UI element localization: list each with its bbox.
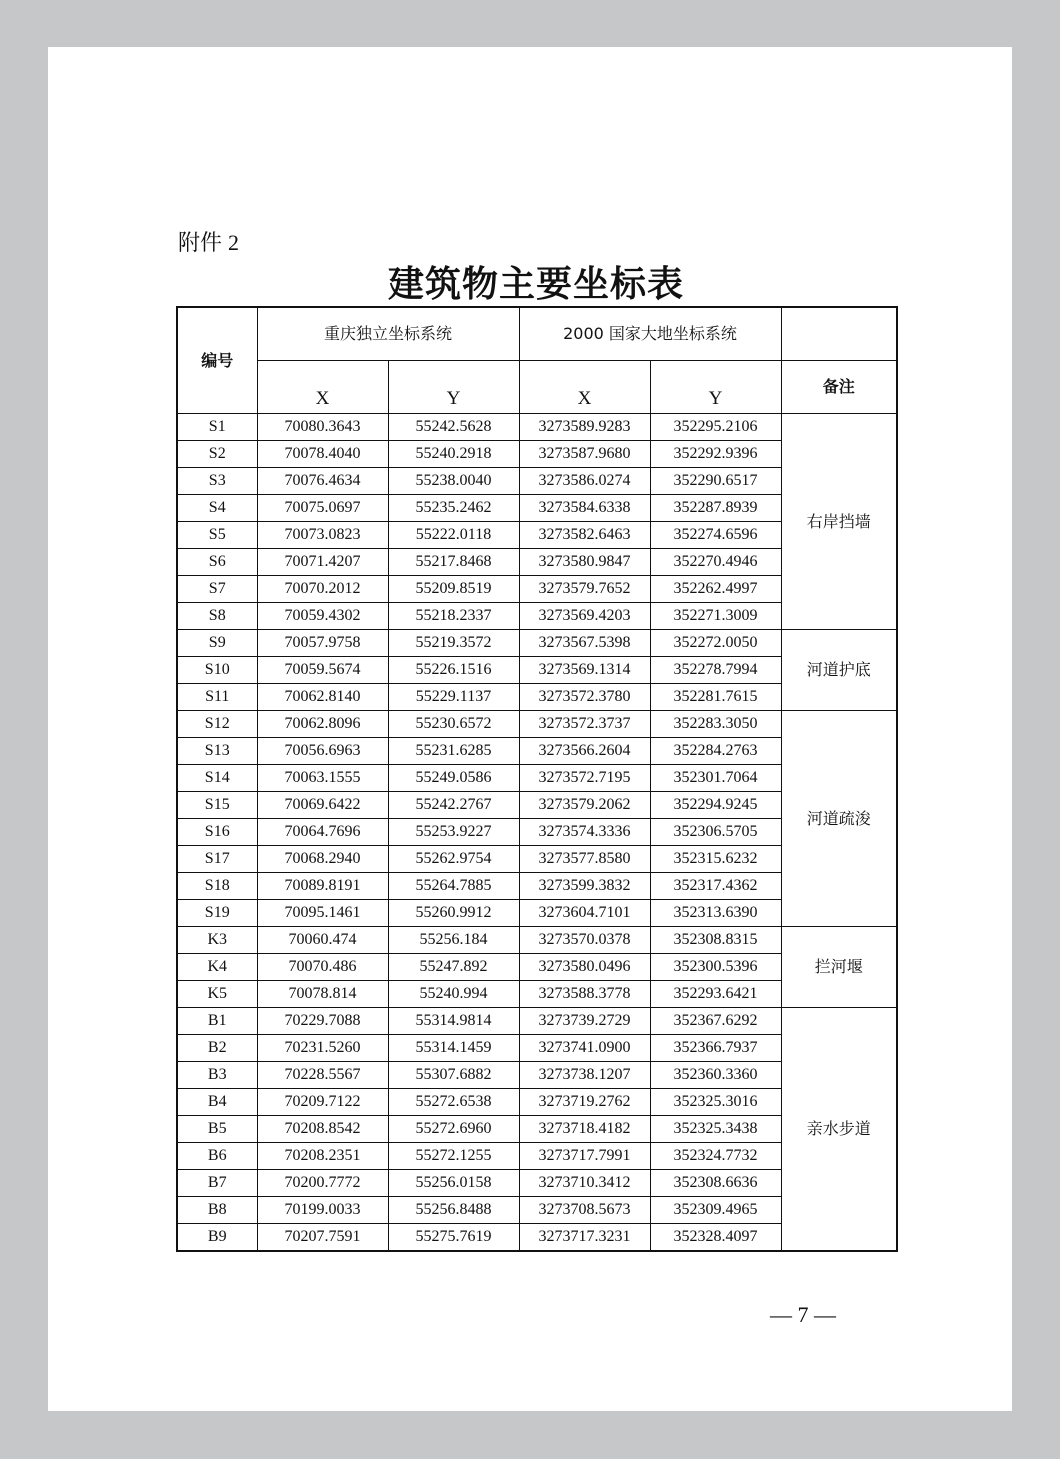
cell-cq-y: 55247.892 xyxy=(388,954,519,981)
cell-cq-x: 70069.6422 xyxy=(257,792,388,819)
cell-remark: 河道疏浚 xyxy=(781,711,897,927)
cell-cq-y: 55217.8468 xyxy=(388,549,519,576)
cell-2000-y: 352324.7732 xyxy=(650,1143,781,1170)
cell-2000-y: 352292.9396 xyxy=(650,441,781,468)
cell-cq-x: 70200.7772 xyxy=(257,1170,388,1197)
cell-cq-x: 70207.7591 xyxy=(257,1224,388,1252)
cell-cq-y: 55219.3572 xyxy=(388,630,519,657)
cell-2000-y: 352294.9245 xyxy=(650,792,781,819)
cell-cq-y: 55256.8488 xyxy=(388,1197,519,1224)
cell-2000-y: 352283.3050 xyxy=(650,711,781,738)
cell-cq-y: 55253.9227 xyxy=(388,819,519,846)
cell-2000-x: 3273584.6338 xyxy=(519,495,650,522)
cell-cq-x: 70068.2940 xyxy=(257,846,388,873)
cell-2000-x: 3273718.4182 xyxy=(519,1116,650,1143)
cell-2000-x: 3273567.5398 xyxy=(519,630,650,657)
cell-2000-x: 3273572.3780 xyxy=(519,684,650,711)
cell-2000-x: 3273566.2604 xyxy=(519,738,650,765)
cell-id: S11 xyxy=(177,684,257,711)
cell-id: S5 xyxy=(177,522,257,549)
cell-cq-x: 70062.8096 xyxy=(257,711,388,738)
cell-id: S12 xyxy=(177,711,257,738)
cell-2000-x: 3273604.7101 xyxy=(519,900,650,927)
cell-cq-y: 55230.6572 xyxy=(388,711,519,738)
cell-2000-y: 352270.4946 xyxy=(650,549,781,576)
cell-2000-x: 3273739.2729 xyxy=(519,1008,650,1035)
cell-2000-x: 3273570.0378 xyxy=(519,927,650,954)
cell-id: B2 xyxy=(177,1035,257,1062)
cell-cq-x: 70080.3643 xyxy=(257,414,388,441)
cell-cq-y: 55256.184 xyxy=(388,927,519,954)
cell-2000-x: 3273708.5673 xyxy=(519,1197,650,1224)
cell-2000-y: 352301.7064 xyxy=(650,765,781,792)
cell-id: S6 xyxy=(177,549,257,576)
cell-cq-y: 55262.9754 xyxy=(388,846,519,873)
cell-cq-y: 55307.6882 xyxy=(388,1062,519,1089)
cell-2000-y: 352317.4362 xyxy=(650,873,781,900)
header-id: 编号 xyxy=(177,307,257,414)
cell-id: S8 xyxy=(177,603,257,630)
cell-cq-x: 70060.474 xyxy=(257,927,388,954)
cell-2000-y: 352328.4097 xyxy=(650,1224,781,1252)
cell-2000-y: 352367.6292 xyxy=(650,1008,781,1035)
cell-cq-x: 70057.9758 xyxy=(257,630,388,657)
cell-cq-x: 70059.5674 xyxy=(257,657,388,684)
header-cgcs2000-system: 2000 国家大地坐标系统 xyxy=(519,307,781,361)
cell-id: S17 xyxy=(177,846,257,873)
cell-remark: 亲水步道 xyxy=(781,1008,897,1252)
attachment-text: 附件 xyxy=(178,231,223,256)
cell-cq-y: 55260.9912 xyxy=(388,900,519,927)
cell-2000-x: 3273582.6463 xyxy=(519,522,650,549)
cell-cq-y: 55226.1516 xyxy=(388,657,519,684)
header-y-2: Y xyxy=(650,361,781,414)
table-row xyxy=(177,1008,897,1035)
cell-2000-y: 352287.8939 xyxy=(650,495,781,522)
cell-2000-y: 352325.3438 xyxy=(650,1116,781,1143)
cell-cq-y: 55238.0040 xyxy=(388,468,519,495)
cell-2000-y: 352262.4997 xyxy=(650,576,781,603)
cell-remark: 右岸挡墙 xyxy=(781,414,897,630)
cell-2000-x: 3273580.9847 xyxy=(519,549,650,576)
cell-2000-x: 3273741.0900 xyxy=(519,1035,650,1062)
cell-cq-y: 55222.0118 xyxy=(388,522,519,549)
cell-id: B5 xyxy=(177,1116,257,1143)
cell-cq-x: 70231.5260 xyxy=(257,1035,388,1062)
cell-id: S9 xyxy=(177,630,257,657)
cell-2000-y: 352306.5705 xyxy=(650,819,781,846)
cell-2000-x: 3273580.0496 xyxy=(519,954,650,981)
cell-id: K3 xyxy=(177,927,257,954)
cell-cq-x: 70063.1555 xyxy=(257,765,388,792)
cell-2000-y: 352295.2106 xyxy=(650,414,781,441)
cell-cq-x: 70208.8542 xyxy=(257,1116,388,1143)
cell-remark: 河道护底 xyxy=(781,630,897,711)
cell-cq-x: 70070.2012 xyxy=(257,576,388,603)
cell-2000-y: 352293.6421 xyxy=(650,981,781,1008)
cell-id: S1 xyxy=(177,414,257,441)
cell-cq-x: 70076.4634 xyxy=(257,468,388,495)
cell-2000-y: 352284.2763 xyxy=(650,738,781,765)
cell-2000-y: 352290.6517 xyxy=(650,468,781,495)
cell-cq-y: 55231.6285 xyxy=(388,738,519,765)
cell-id: B6 xyxy=(177,1143,257,1170)
cell-2000-x: 3273717.3231 xyxy=(519,1224,650,1252)
cell-2000-y: 352300.5396 xyxy=(650,954,781,981)
cell-2000-x: 3273569.1314 xyxy=(519,657,650,684)
cell-cq-x: 70199.0033 xyxy=(257,1197,388,1224)
cell-cq-x: 70228.5567 xyxy=(257,1062,388,1089)
cell-cq-y: 55249.0586 xyxy=(388,765,519,792)
cell-2000-y: 352272.0050 xyxy=(650,630,781,657)
cell-id: B3 xyxy=(177,1062,257,1089)
cell-id: S19 xyxy=(177,900,257,927)
cell-2000-y: 352309.4965 xyxy=(650,1197,781,1224)
cell-2000-x: 3273586.0274 xyxy=(519,468,650,495)
cell-cq-y: 55272.6960 xyxy=(388,1116,519,1143)
cell-id: S3 xyxy=(177,468,257,495)
cell-id: K4 xyxy=(177,954,257,981)
attachment-label xyxy=(178,226,239,257)
table-body xyxy=(177,414,897,1252)
cell-2000-x: 3273579.7652 xyxy=(519,576,650,603)
cell-cq-x: 70078.4040 xyxy=(257,441,388,468)
cell-cq-y: 55314.1459 xyxy=(388,1035,519,1062)
cell-2000-y: 352308.6636 xyxy=(650,1170,781,1197)
cell-id: S16 xyxy=(177,819,257,846)
cell-cq-y: 55256.0158 xyxy=(388,1170,519,1197)
table-row xyxy=(177,630,897,657)
cell-id: S7 xyxy=(177,576,257,603)
header-x-2: X xyxy=(519,361,650,414)
cell-2000-x: 3273577.8580 xyxy=(519,846,650,873)
cell-cq-x: 70071.4207 xyxy=(257,549,388,576)
cell-2000-y: 352281.7615 xyxy=(650,684,781,711)
cell-id: S4 xyxy=(177,495,257,522)
cell-id: S2 xyxy=(177,441,257,468)
cell-2000-y: 352274.6596 xyxy=(650,522,781,549)
cell-id: B7 xyxy=(177,1170,257,1197)
cell-cq-y: 55264.7885 xyxy=(388,873,519,900)
cell-id: S14 xyxy=(177,765,257,792)
cell-cq-y: 55242.5628 xyxy=(388,414,519,441)
cell-id: K5 xyxy=(177,981,257,1008)
cell-cq-x: 70056.6963 xyxy=(257,738,388,765)
cell-cq-y: 55275.7619 xyxy=(388,1224,519,1252)
cell-cq-x: 70073.0823 xyxy=(257,522,388,549)
page-title: 建筑物主要坐标表 xyxy=(387,263,684,305)
cell-2000-y: 352308.8315 xyxy=(650,927,781,954)
cell-cq-x: 70062.8140 xyxy=(257,684,388,711)
header-blank xyxy=(781,307,897,361)
header-x-1: X xyxy=(257,361,388,414)
cell-cq-x: 70095.1461 xyxy=(257,900,388,927)
cell-cq-y: 55229.1137 xyxy=(388,684,519,711)
cell-id: S10 xyxy=(177,657,257,684)
table-row xyxy=(177,927,897,954)
cell-remark: 拦河堰 xyxy=(781,927,897,1008)
cell-id: B8 xyxy=(177,1197,257,1224)
cell-2000-x: 3273599.3832 xyxy=(519,873,650,900)
cell-2000-x: 3273717.7991 xyxy=(519,1143,650,1170)
cell-id: S18 xyxy=(177,873,257,900)
cell-2000-x: 3273572.3737 xyxy=(519,711,650,738)
cell-2000-y: 352271.3009 xyxy=(650,603,781,630)
cell-cq-y: 55242.2767 xyxy=(388,792,519,819)
cell-cq-x: 70209.7122 xyxy=(257,1089,388,1116)
header-remark: 备注 xyxy=(781,361,897,414)
header-chongqing-system: 重庆独立坐标系统 xyxy=(257,307,519,361)
table-row xyxy=(177,711,897,738)
cell-id: B1 xyxy=(177,1008,257,1035)
cell-cq-x: 70064.7696 xyxy=(257,819,388,846)
attachment-number: 2 xyxy=(228,230,240,255)
cell-cq-y: 55218.2337 xyxy=(388,603,519,630)
cell-cq-x: 70089.8191 xyxy=(257,873,388,900)
cell-2000-x: 3273589.9283 xyxy=(519,414,650,441)
cell-cq-x: 70059.4302 xyxy=(257,603,388,630)
cell-2000-x: 3273587.9680 xyxy=(519,441,650,468)
cell-cq-y: 55272.1255 xyxy=(388,1143,519,1170)
header-y-1: Y xyxy=(388,361,519,414)
cell-2000-x: 3273719.2762 xyxy=(519,1089,650,1116)
cell-id: B9 xyxy=(177,1224,257,1252)
cell-cq-y: 55240.2918 xyxy=(388,441,519,468)
cell-2000-y: 352278.7994 xyxy=(650,657,781,684)
cell-2000-y: 352313.6390 xyxy=(650,900,781,927)
cell-2000-x: 3273710.3412 xyxy=(519,1170,650,1197)
cell-cq-y: 55314.9814 xyxy=(388,1008,519,1035)
cell-2000-y: 352325.3016 xyxy=(650,1089,781,1116)
cell-cq-y: 55240.994 xyxy=(388,981,519,1008)
cell-cq-x: 70229.7088 xyxy=(257,1008,388,1035)
cell-2000-x: 3273588.3778 xyxy=(519,981,650,1008)
cell-cq-y: 55235.2462 xyxy=(388,495,519,522)
cell-2000-y: 352360.3360 xyxy=(650,1062,781,1089)
cell-cq-x: 70078.814 xyxy=(257,981,388,1008)
page-number: — 7 — xyxy=(770,1302,836,1327)
cell-id: B4 xyxy=(177,1089,257,1116)
cell-id: S15 xyxy=(177,792,257,819)
cell-cq-y: 55209.8519 xyxy=(388,576,519,603)
cell-cq-x: 70070.486 xyxy=(257,954,388,981)
coordinate-table xyxy=(176,306,898,1252)
cell-2000-y: 352315.6232 xyxy=(650,846,781,873)
cell-2000-x: 3273574.3336 xyxy=(519,819,650,846)
cell-2000-y: 352366.7937 xyxy=(650,1035,781,1062)
cell-id: S13 xyxy=(177,738,257,765)
cell-2000-x: 3273572.7195 xyxy=(519,765,650,792)
cell-cq-x: 70075.0697 xyxy=(257,495,388,522)
cell-cq-x: 70208.2351 xyxy=(257,1143,388,1170)
cell-2000-x: 3273738.1207 xyxy=(519,1062,650,1089)
table-row xyxy=(177,414,897,441)
cell-2000-x: 3273579.2062 xyxy=(519,792,650,819)
cell-2000-x: 3273569.4203 xyxy=(519,603,650,630)
cell-cq-y: 55272.6538 xyxy=(388,1089,519,1116)
